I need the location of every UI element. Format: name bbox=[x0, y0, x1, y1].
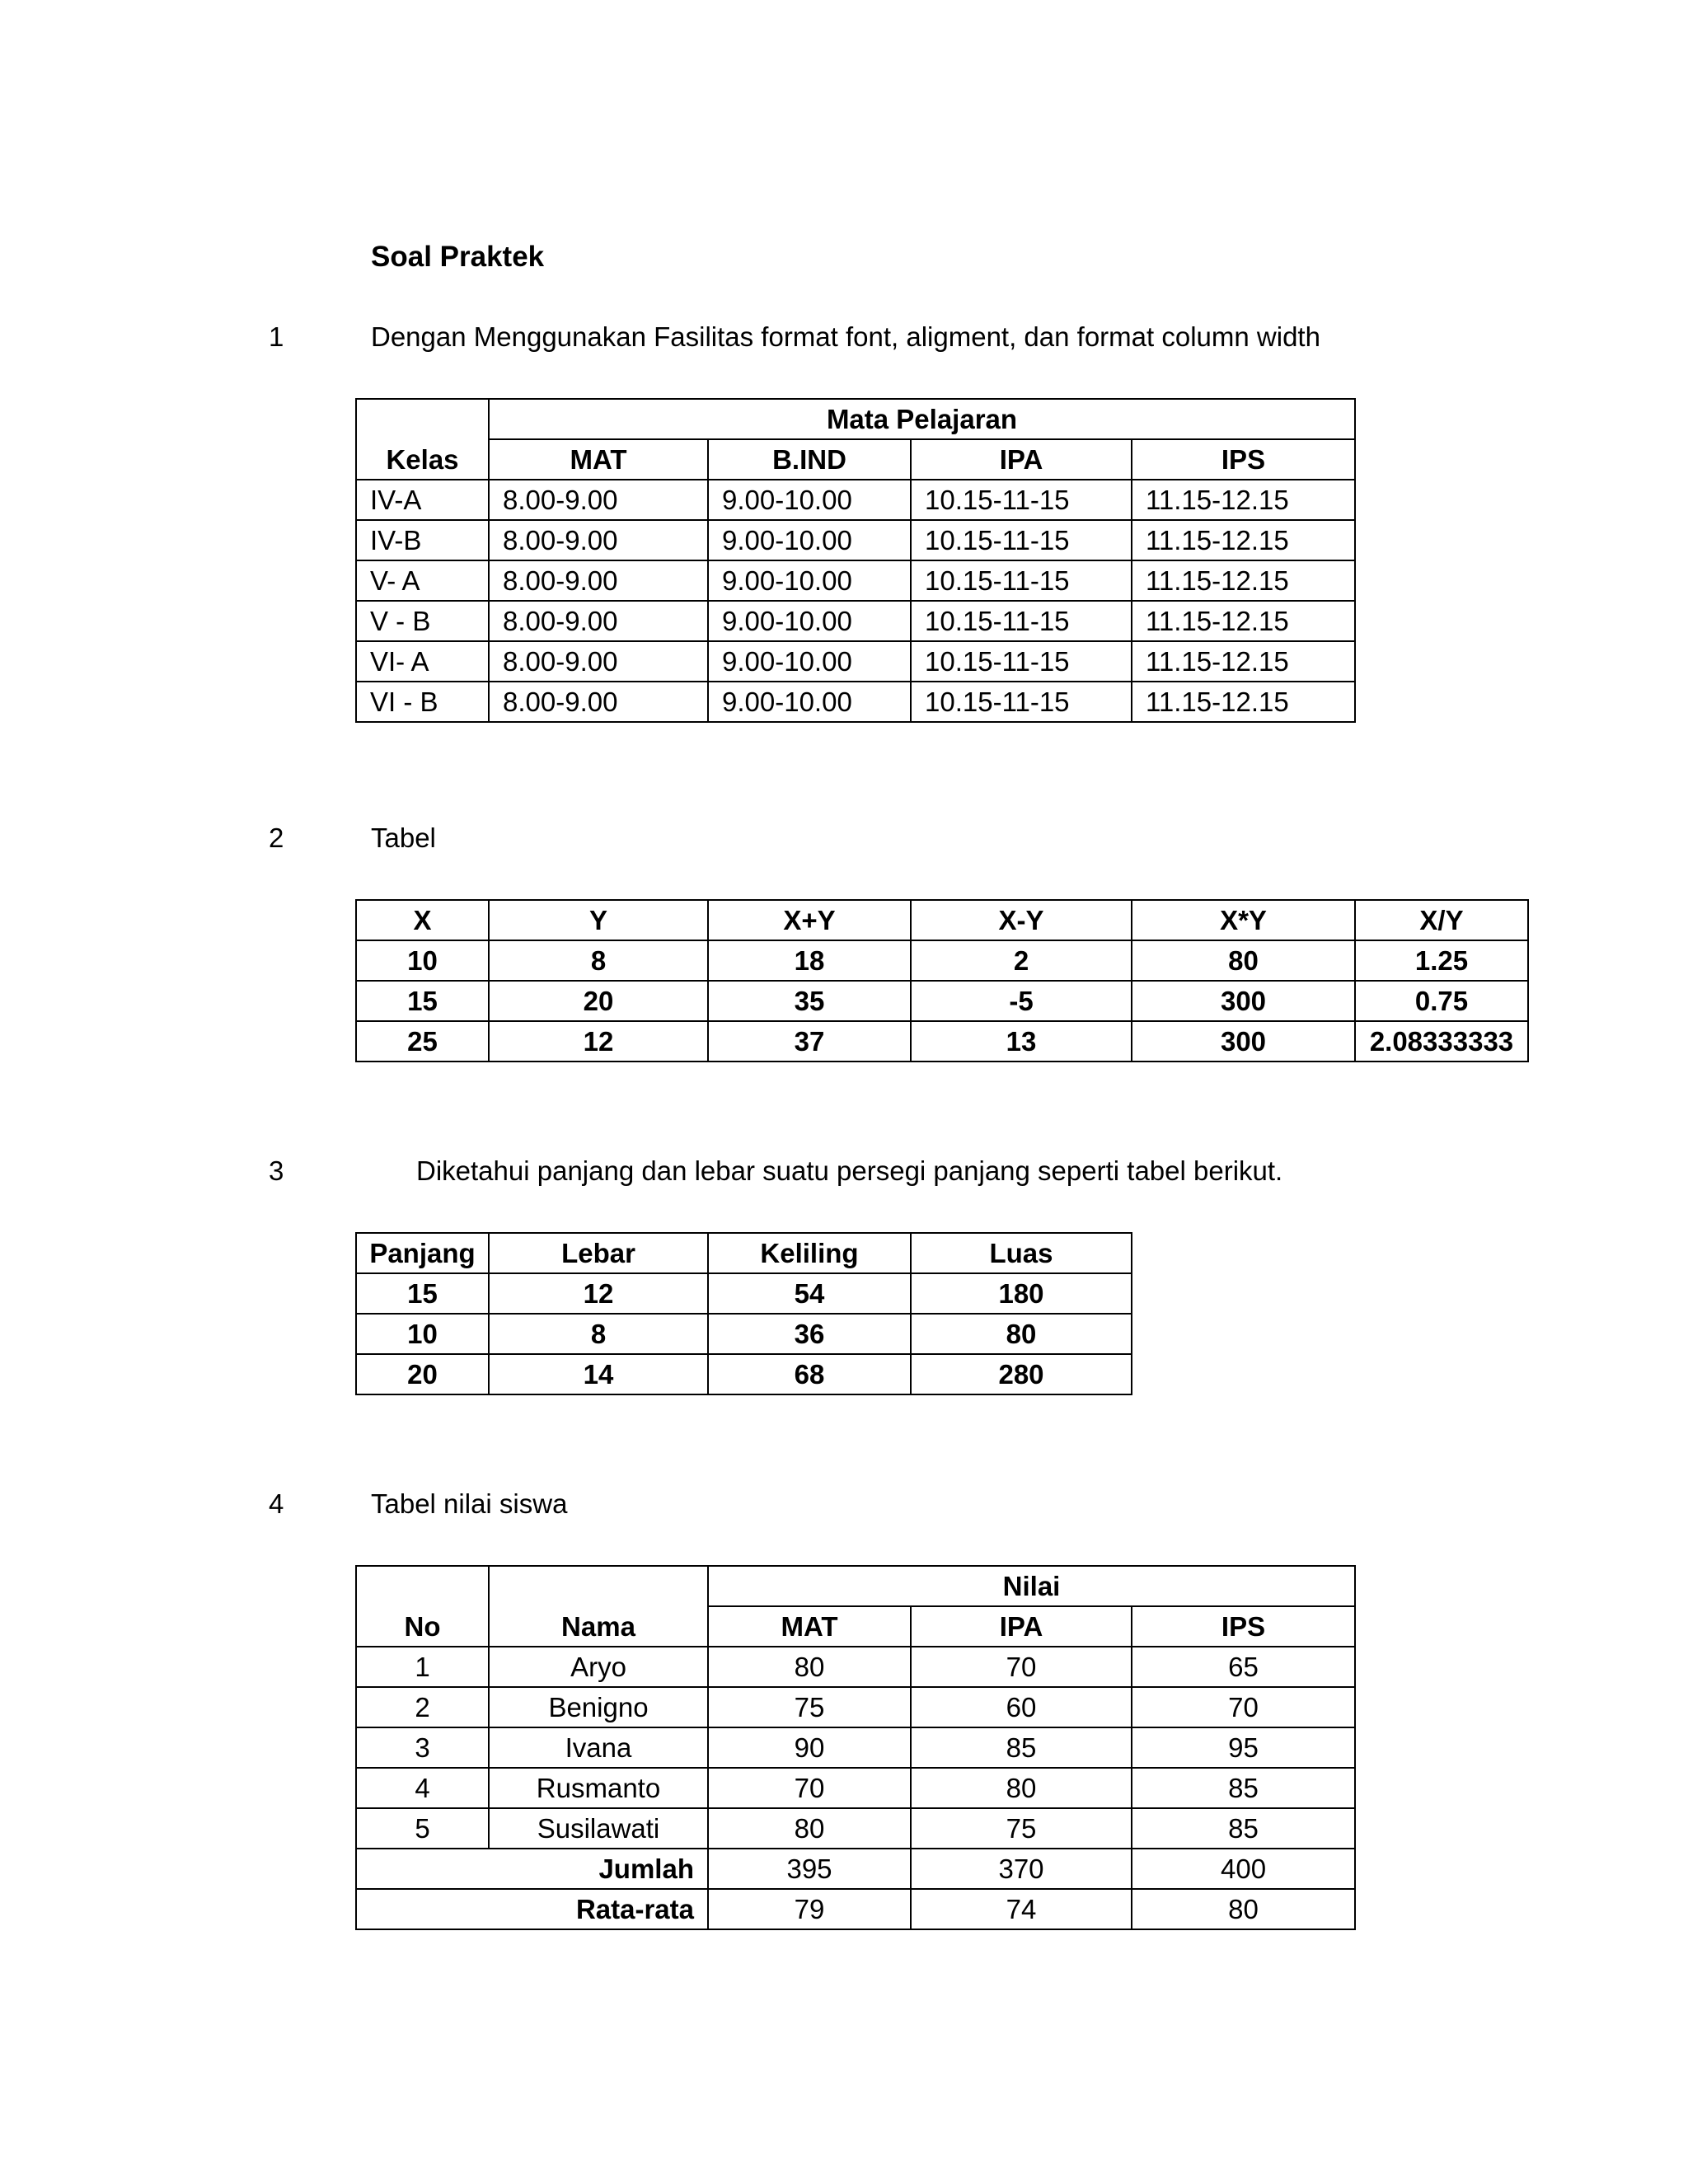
cell: 8.00-9.00 bbox=[489, 641, 708, 682]
cell: 1 bbox=[356, 1647, 489, 1687]
header-cell: Lebar bbox=[489, 1233, 708, 1273]
table-row bbox=[356, 1354, 1132, 1394]
header-subject: MAT bbox=[708, 1606, 911, 1647]
question-3-number: 3 bbox=[269, 1155, 284, 1186]
cell: 0.75 bbox=[1355, 981, 1528, 1021]
cell: 11.15-12.15 bbox=[1132, 480, 1355, 520]
cell: Aryo bbox=[489, 1647, 708, 1687]
cell-kelas: VI - B bbox=[356, 682, 489, 722]
cell: 8.00-9.00 bbox=[489, 520, 708, 560]
cell: 80 bbox=[708, 1647, 911, 1687]
cell: 2 bbox=[911, 940, 1132, 981]
cell: 11.15-12.15 bbox=[1132, 520, 1355, 560]
table-row bbox=[356, 480, 1355, 520]
cell: 95 bbox=[1132, 1727, 1355, 1768]
cell: 80 bbox=[911, 1314, 1132, 1354]
header-subject: IPS bbox=[1132, 439, 1355, 480]
cell: 8 bbox=[489, 1314, 708, 1354]
cell: 36 bbox=[708, 1314, 911, 1354]
header-mata-pelajaran: Mata Pelajaran bbox=[489, 399, 1355, 439]
cell: 9.00-10.00 bbox=[708, 641, 911, 682]
question-2-number: 2 bbox=[269, 823, 284, 853]
cell: 80 bbox=[1132, 1889, 1355, 1929]
cell: 10.15-11-15 bbox=[911, 560, 1132, 601]
cell: 300 bbox=[1132, 981, 1355, 1021]
cell: 8.00-9.00 bbox=[489, 601, 708, 641]
question-3-text: Diketahui panjang dan lebar suatu persegi panjang seperti tabel berikut. bbox=[416, 1155, 1283, 1186]
grades-table bbox=[355, 1565, 1356, 1930]
cell: 8 bbox=[489, 940, 708, 981]
table-row bbox=[356, 940, 1528, 981]
header-nama: Nama bbox=[489, 1566, 708, 1647]
cell: 75 bbox=[911, 1808, 1132, 1849]
cell: 80 bbox=[911, 1768, 1132, 1808]
cell: 3 bbox=[356, 1727, 489, 1768]
cell: 8.00-9.00 bbox=[489, 682, 708, 722]
table-row bbox=[356, 981, 1528, 1021]
cell: 10 bbox=[356, 1314, 489, 1354]
table-row bbox=[356, 1768, 1355, 1808]
header-cell: Keliling bbox=[708, 1233, 911, 1273]
question-4-text: Tabel nilai siswa bbox=[371, 1488, 568, 1519]
cell: 68 bbox=[708, 1354, 911, 1394]
header-cell: X bbox=[356, 900, 489, 940]
header-nilai: Nilai bbox=[708, 1566, 1355, 1606]
cell: 35 bbox=[708, 981, 911, 1021]
cell: 12 bbox=[489, 1273, 708, 1314]
rata-rata-label: Rata-rata bbox=[356, 1889, 708, 1929]
cell: 13 bbox=[911, 1021, 1132, 1062]
cell: 25 bbox=[356, 1021, 489, 1062]
jumlah-label: Jumlah bbox=[356, 1849, 708, 1889]
page-title: Soal Praktek bbox=[371, 241, 545, 273]
cell: 8.00-9.00 bbox=[489, 480, 708, 520]
cell: 4 bbox=[356, 1768, 489, 1808]
cell: Rusmanto bbox=[489, 1768, 708, 1808]
cell: 180 bbox=[911, 1273, 1132, 1314]
cell: 10.15-11-15 bbox=[911, 601, 1132, 641]
cell: 65 bbox=[1132, 1647, 1355, 1687]
schedule-table bbox=[355, 398, 1356, 723]
cell: 14 bbox=[489, 1354, 708, 1394]
header-subject: B.IND bbox=[708, 439, 911, 480]
cell: 70 bbox=[1132, 1687, 1355, 1727]
cell: 400 bbox=[1132, 1849, 1355, 1889]
cell: 395 bbox=[708, 1849, 911, 1889]
header-no: No bbox=[356, 1566, 489, 1647]
header-cell: X+Y bbox=[708, 900, 911, 940]
header-cell: X*Y bbox=[1132, 900, 1355, 940]
cell: 10.15-11-15 bbox=[911, 480, 1132, 520]
cell: 60 bbox=[911, 1687, 1132, 1727]
header-subject: MAT bbox=[489, 439, 708, 480]
cell: 1.25 bbox=[1355, 940, 1528, 981]
cell: 79 bbox=[708, 1889, 911, 1929]
cell: 85 bbox=[911, 1727, 1132, 1768]
cell: 8.00-9.00 bbox=[489, 560, 708, 601]
calculation-table bbox=[355, 899, 1529, 1062]
cell: Benigno bbox=[489, 1687, 708, 1727]
cell: 85 bbox=[1132, 1808, 1355, 1849]
rectangle-table bbox=[355, 1232, 1132, 1395]
cell: 20 bbox=[356, 1354, 489, 1394]
cell-kelas: V- A bbox=[356, 560, 489, 601]
total-row bbox=[356, 1849, 1355, 1889]
cell: Ivana bbox=[489, 1727, 708, 1768]
cell: 12 bbox=[489, 1021, 708, 1062]
header-cell: Luas bbox=[911, 1233, 1132, 1273]
cell: 70 bbox=[708, 1768, 911, 1808]
cell-kelas: IV-B bbox=[356, 520, 489, 560]
header-cell: Panjang bbox=[356, 1233, 489, 1273]
table-row bbox=[356, 1647, 1355, 1687]
cell: 11.15-12.15 bbox=[1132, 560, 1355, 601]
cell-kelas: VI- A bbox=[356, 641, 489, 682]
cell: 370 bbox=[911, 1849, 1132, 1889]
question-2-text: Tabel bbox=[371, 823, 436, 853]
cell: 9.00-10.00 bbox=[708, 560, 911, 601]
cell: 80 bbox=[708, 1808, 911, 1849]
header-subject: IPA bbox=[911, 439, 1132, 480]
cell: 70 bbox=[911, 1647, 1132, 1687]
table-row bbox=[356, 1687, 1355, 1727]
cell: 9.00-10.00 bbox=[708, 682, 911, 722]
cell: 10.15-11-15 bbox=[911, 682, 1132, 722]
table-row bbox=[356, 1314, 1132, 1354]
table-row bbox=[356, 601, 1355, 641]
cell: 2 bbox=[356, 1687, 489, 1727]
cell: 85 bbox=[1132, 1768, 1355, 1808]
cell: 2.08333333 bbox=[1355, 1021, 1528, 1062]
header-cell: X-Y bbox=[911, 900, 1132, 940]
cell: 10.15-11-15 bbox=[911, 520, 1132, 560]
cell: 280 bbox=[911, 1354, 1132, 1394]
cell: 18 bbox=[708, 940, 911, 981]
cell: 10 bbox=[356, 940, 489, 981]
table-row bbox=[356, 560, 1355, 601]
cell: 11.15-12.15 bbox=[1132, 682, 1355, 722]
question-1-text: Dengan Menggunakan Fasilitas format font, aligment, dan format column width bbox=[371, 321, 1320, 352]
cell: 37 bbox=[708, 1021, 911, 1062]
table-row bbox=[356, 641, 1355, 682]
header-subject: IPS bbox=[1132, 1606, 1355, 1647]
header-kelas: Kelas bbox=[356, 399, 489, 480]
cell: 9.00-10.00 bbox=[708, 480, 911, 520]
table-row bbox=[356, 1021, 1528, 1062]
table-row bbox=[356, 1727, 1355, 1768]
cell: 10.15-11-15 bbox=[911, 641, 1132, 682]
cell-kelas: IV-A bbox=[356, 480, 489, 520]
cell: 90 bbox=[708, 1727, 911, 1768]
header-subject: IPA bbox=[911, 1606, 1132, 1647]
cell: 80 bbox=[1132, 940, 1355, 981]
cell: -5 bbox=[911, 981, 1132, 1021]
cell: 5 bbox=[356, 1808, 489, 1849]
question-4-number: 4 bbox=[269, 1488, 284, 1519]
header-cell: Y bbox=[489, 900, 708, 940]
header-cell: X/Y bbox=[1355, 900, 1528, 940]
cell: 9.00-10.00 bbox=[708, 520, 911, 560]
cell: 11.15-12.15 bbox=[1132, 641, 1355, 682]
table-row bbox=[356, 1808, 1355, 1849]
table-row bbox=[356, 520, 1355, 560]
cell: 300 bbox=[1132, 1021, 1355, 1062]
average-row bbox=[356, 1889, 1355, 1929]
cell: 9.00-10.00 bbox=[708, 601, 911, 641]
cell: 54 bbox=[708, 1273, 911, 1314]
question-1-number: 1 bbox=[269, 321, 284, 352]
cell: 11.15-12.15 bbox=[1132, 601, 1355, 641]
cell: 15 bbox=[356, 1273, 489, 1314]
table-row bbox=[356, 1273, 1132, 1314]
cell: 20 bbox=[489, 981, 708, 1021]
cell-kelas: V - B bbox=[356, 601, 489, 641]
cell: 15 bbox=[356, 981, 489, 1021]
cell: 74 bbox=[911, 1889, 1132, 1929]
table-row bbox=[356, 682, 1355, 722]
cell: 75 bbox=[708, 1687, 911, 1727]
cell: Susilawati bbox=[489, 1808, 708, 1849]
